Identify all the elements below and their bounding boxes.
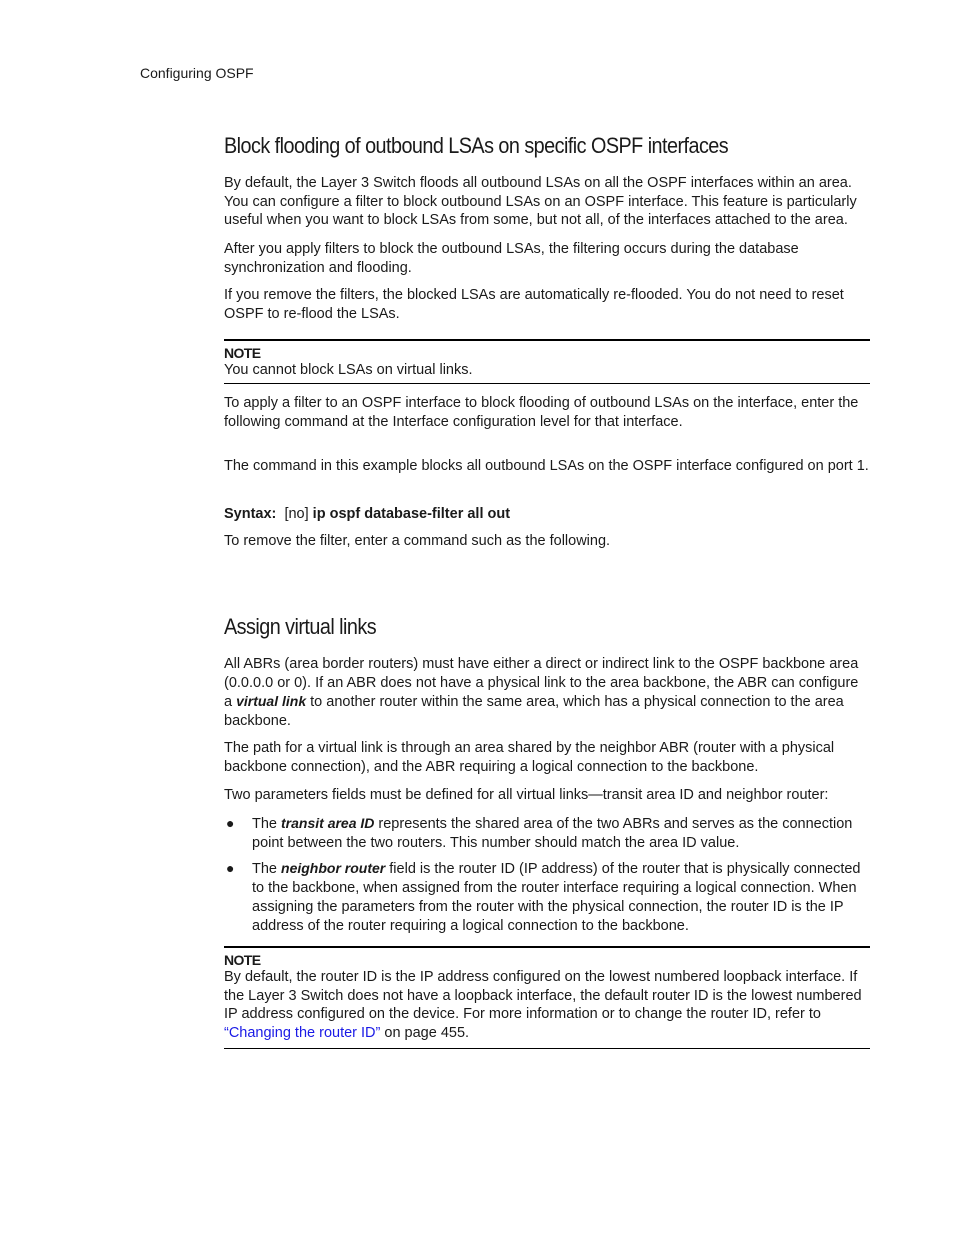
paragraph-remove-filters: If you remove the filters, the blocked LSAs are automatically re-flooded. You do not need to reset OSPF to re-flood the LSAs. [224, 287, 844, 322]
section-title-virtual-links: Assign virtual links [224, 614, 377, 639]
syntax-optional: [no] [284, 506, 309, 522]
list-item [224, 814, 870, 852]
note-box-router-id [224, 946, 870, 1049]
syntax-line [224, 505, 870, 524]
paragraph-two-parameters: Two parameters fields must be defined for all virtual links—transit area ID and neighbor router: [224, 787, 829, 803]
abrs-text-post: to another router within the same area, which has a physical connection to the area backbone. [224, 694, 844, 730]
paragraph-remove-filter: To remove the filter, enter a command such as the following. [224, 533, 611, 549]
note-text [224, 968, 870, 1043]
paragraph-virtual-link-path: The path for a virtual link is through an area shared by the neighbor ABR (router with a physical backbone connection), and the ABR requiring a logical connection to the backbone. [224, 740, 835, 775]
virtual-link-term: virtual link [236, 693, 307, 710]
syntax-command: ip ospf database-filter all out [312, 506, 511, 522]
abrs-text-pre: All ABRs (area border routers) must have either a direct or indirect link to the OSPF backbone area (0.0.0.0 or 0). If an ABR does not have a physical link to the area backbone, the ABR can configure a [224, 656, 859, 711]
bullet-text-pre: The [252, 816, 282, 832]
syntax-label: Syntax: [224, 506, 277, 522]
list-item [224, 859, 870, 935]
neighbor-router-term: neighbor router [281, 860, 386, 877]
paragraph-abrs [224, 655, 870, 731]
running-header: Configuring OSPF [140, 65, 254, 81]
changing-router-id-link[interactable]: “Changing the router ID” [224, 1025, 381, 1042]
bullet-text-post: represents the shared area of the two ABRs and serves as the connection point between the two routers. This number should match the area ID value. [252, 816, 853, 851]
paragraph-filtering-occurs: After you apply filters to block the outbound LSAs, the filtering occurs during the database synchronization and flooding. [224, 241, 799, 276]
paragraph-command-example: The command in this example blocks all outbound LSAs on the OSPF interface configured on port 1. [224, 458, 869, 474]
note-text: You cannot block LSAs on virtual links. [224, 362, 473, 378]
paragraph-apply-filter: To apply a filter to an OSPF interface to block flooding of outbound LSAs on the interface, enter the following command at the Interface configuration level for that interface. [224, 395, 859, 430]
bullet-text-pre: The [252, 861, 282, 878]
note-body: By default, the router ID is the IP address configured on the lowest numbered loopback interface. If the Layer 3 Switch does not have a loopback interface, the default router ID is the lowest numbered IP address configured on the device. For more information or to change the router ID, refer to [224, 969, 862, 1023]
section-title-block-flooding: Block flooding of outbound LSAs on specific OSPF interfaces [224, 133, 729, 158]
bullet-text-post: field is the router ID (IP address) of the router that is physically connected to the backbone, when assigned from the router interface requiring a logical connection. When assigning the parameters from the router with the physical connection, the router ID is the IP address of the router requiring a logical connection to the backbone. [252, 861, 861, 934]
note-label: NOTE [224, 952, 261, 968]
note-label: NOTE [224, 345, 261, 361]
note-page-ref: on page 455. [380, 1025, 470, 1042]
bullet-icon: ● [226, 860, 235, 877]
transit-area-id-term: transit area ID [281, 815, 375, 831]
bullet-icon: ● [226, 815, 235, 831]
paragraph-default-flooding: By default, the Layer 3 Switch floods all outbound LSAs on all the OSPF interfaces within an area. You can configure a filter to block outbound LSAs on an OSPF interface. This feature is particularly useful when you want to block LSAs from some, but not all, of the interfaces attached to the area. [224, 175, 857, 229]
parameter-list [224, 814, 870, 935]
note-box-virtual-links [224, 339, 870, 384]
